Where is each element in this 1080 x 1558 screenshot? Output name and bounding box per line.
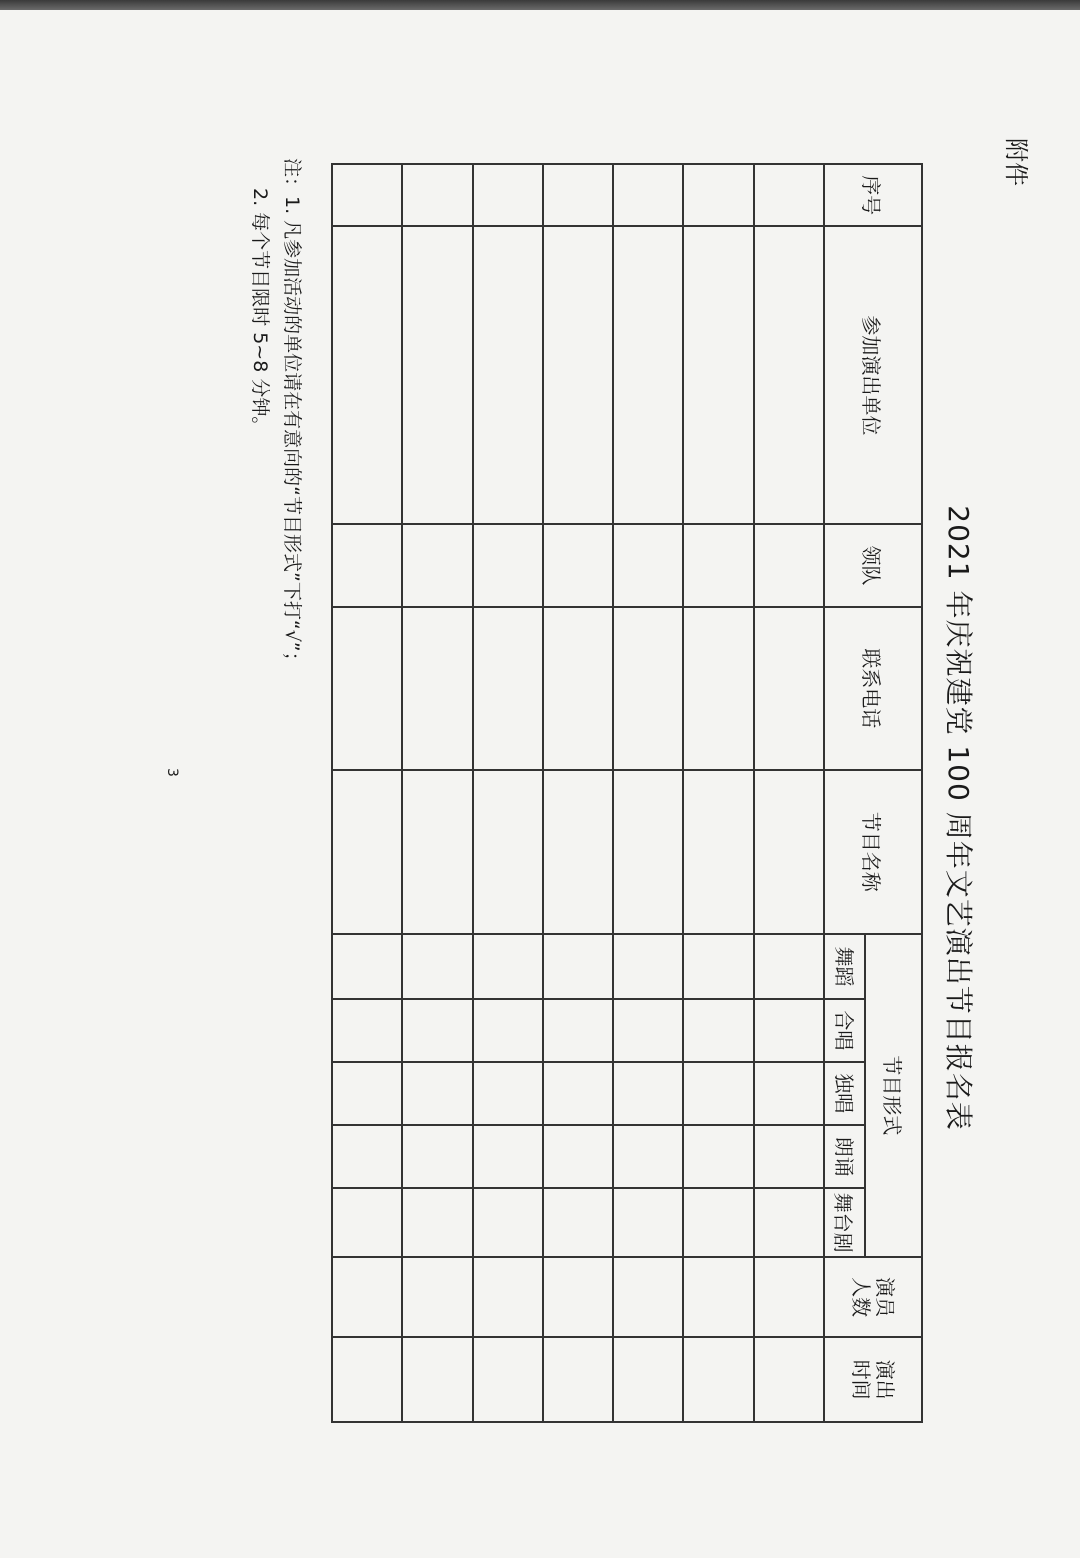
table-row [332, 164, 402, 1422]
table-cell[interactable] [473, 1188, 543, 1256]
notes [244, 158, 308, 671]
table-cell[interactable] [402, 524, 472, 607]
table-cell[interactable] [402, 1337, 472, 1422]
table-row [754, 164, 824, 1422]
table-cell[interactable] [754, 607, 824, 770]
attachment-label: 附件 [1002, 138, 1030, 186]
table-cell[interactable] [754, 226, 824, 524]
header-program-name: 节目名称 [824, 770, 922, 934]
scan-top-edge [0, 0, 1080, 10]
header-duration-line2: 时间 [848, 1359, 873, 1400]
table-cell[interactable] [332, 164, 402, 226]
header-program-form: 节目形式 [865, 934, 922, 1257]
table-cell[interactable] [402, 999, 472, 1061]
form-stage-play: 舞台剧 [824, 1188, 865, 1256]
table-cell[interactable] [402, 607, 472, 770]
header-seq: 序号 [824, 164, 922, 226]
table-cell[interactable] [683, 607, 753, 770]
table-cell[interactable] [683, 1125, 753, 1188]
table-cell[interactable] [543, 1257, 613, 1338]
form-chorus: 合唱 [824, 999, 865, 1061]
table-cell[interactable] [543, 1337, 613, 1422]
table-cell[interactable] [332, 1337, 402, 1422]
table-body [332, 164, 824, 1422]
table-cell[interactable] [402, 1188, 472, 1256]
table-cell[interactable] [683, 226, 753, 524]
table-cell[interactable] [613, 1257, 683, 1338]
table-cell[interactable] [613, 934, 683, 999]
table-cell[interactable] [473, 1257, 543, 1338]
table-row [473, 164, 543, 1422]
table-cell[interactable] [613, 607, 683, 770]
table-cell[interactable] [332, 524, 402, 607]
table-cell[interactable] [473, 524, 543, 607]
table-cell[interactable] [332, 934, 402, 999]
table-cell[interactable] [754, 934, 824, 999]
header-row [865, 164, 922, 1422]
table-cell[interactable] [473, 1062, 543, 1125]
table-cell[interactable] [613, 770, 683, 934]
form-recitation: 朗诵 [824, 1125, 865, 1188]
table-cell[interactable] [754, 1062, 824, 1125]
table-cell[interactable] [402, 1125, 472, 1188]
header-duration-line1: 演出 [872, 1359, 897, 1400]
table-cell[interactable] [613, 1062, 683, 1125]
table-cell[interactable] [683, 164, 753, 226]
table-cell[interactable] [402, 770, 472, 934]
form-title: 2021 年庆祝建党 100 周年文艺演出节目报名表 [942, 505, 975, 1131]
table-cell[interactable] [754, 524, 824, 607]
table-cell[interactable] [473, 999, 543, 1061]
table-row [543, 164, 613, 1422]
table-cell[interactable] [543, 226, 613, 524]
table-cell[interactable] [332, 1125, 402, 1188]
table-cell[interactable] [473, 1337, 543, 1422]
header-unit: 参加演出单位 [824, 226, 922, 524]
note-line-1: 注：1. 凡参加活动的单位请在有意向的“节目形式”下打“√”； [281, 158, 303, 671]
table-cell[interactable] [613, 1188, 683, 1256]
header-performers-line2: 人数 [848, 1277, 873, 1318]
table-cell[interactable] [402, 164, 472, 226]
note-line-2: 2. 每个节目限时 5~8 分钟。 [249, 188, 271, 436]
table-cell[interactable] [754, 164, 824, 226]
table-cell[interactable] [754, 999, 824, 1061]
table-cell[interactable] [613, 226, 683, 524]
table-cell[interactable] [402, 226, 472, 524]
table-row [613, 164, 683, 1422]
header-leader: 领队 [824, 524, 922, 607]
table-cell[interactable] [473, 1125, 543, 1188]
table-cell[interactable] [543, 164, 613, 226]
header-performers-line1: 演员 [872, 1277, 897, 1318]
table-cell[interactable] [683, 770, 753, 934]
table-cell[interactable] [754, 1125, 824, 1188]
table-cell[interactable] [332, 1062, 402, 1125]
rotated-form-sheet [140, 118, 1040, 1458]
table-cell[interactable] [683, 524, 753, 607]
table-cell[interactable] [543, 607, 613, 770]
table-cell[interactable] [754, 770, 824, 934]
table-row [683, 164, 753, 1422]
page-number: 3 [164, 768, 180, 777]
table-cell[interactable] [473, 934, 543, 999]
table-cell[interactable] [473, 226, 543, 524]
table-cell[interactable] [332, 1188, 402, 1256]
table-cell[interactable] [402, 934, 472, 999]
table-cell[interactable] [332, 999, 402, 1061]
table-cell[interactable] [543, 524, 613, 607]
table-cell[interactable] [473, 164, 543, 226]
table-cell[interactable] [683, 999, 753, 1061]
table-cell[interactable] [473, 607, 543, 770]
table-cell[interactable] [473, 770, 543, 934]
table-cell[interactable] [683, 934, 753, 999]
table-cell[interactable] [332, 1257, 402, 1338]
table-cell[interactable] [543, 1125, 613, 1188]
header-phone: 联系电话 [824, 607, 922, 770]
table-cell[interactable] [683, 1188, 753, 1256]
table-cell[interactable] [754, 1257, 824, 1338]
table-cell[interactable] [332, 770, 402, 934]
table-cell[interactable] [683, 1062, 753, 1125]
header-duration [824, 1337, 922, 1422]
table-cell[interactable] [613, 999, 683, 1061]
table-cell[interactable] [543, 934, 613, 999]
table-cell[interactable] [402, 1257, 472, 1338]
table-cell[interactable] [683, 1337, 753, 1422]
table-cell[interactable] [543, 1062, 613, 1125]
table-cell[interactable] [613, 164, 683, 226]
table-cell[interactable] [613, 1125, 683, 1188]
form-dance: 舞蹈 [824, 934, 865, 999]
form-solo: 独唱 [824, 1062, 865, 1125]
table-cell[interactable] [543, 770, 613, 934]
table-cell[interactable] [332, 607, 402, 770]
table-cell[interactable] [683, 1257, 753, 1338]
table-row [402, 164, 472, 1422]
table-cell[interactable] [754, 1188, 824, 1256]
registration-table [331, 163, 923, 1423]
table-cell[interactable] [543, 999, 613, 1061]
table-cell[interactable] [613, 524, 683, 607]
table-cell[interactable] [402, 1062, 472, 1125]
table-cell[interactable] [332, 226, 402, 524]
table-cell[interactable] [613, 1337, 683, 1422]
table-cell[interactable] [543, 1188, 613, 1256]
header-performers [824, 1257, 922, 1338]
table-cell[interactable] [754, 1337, 824, 1422]
